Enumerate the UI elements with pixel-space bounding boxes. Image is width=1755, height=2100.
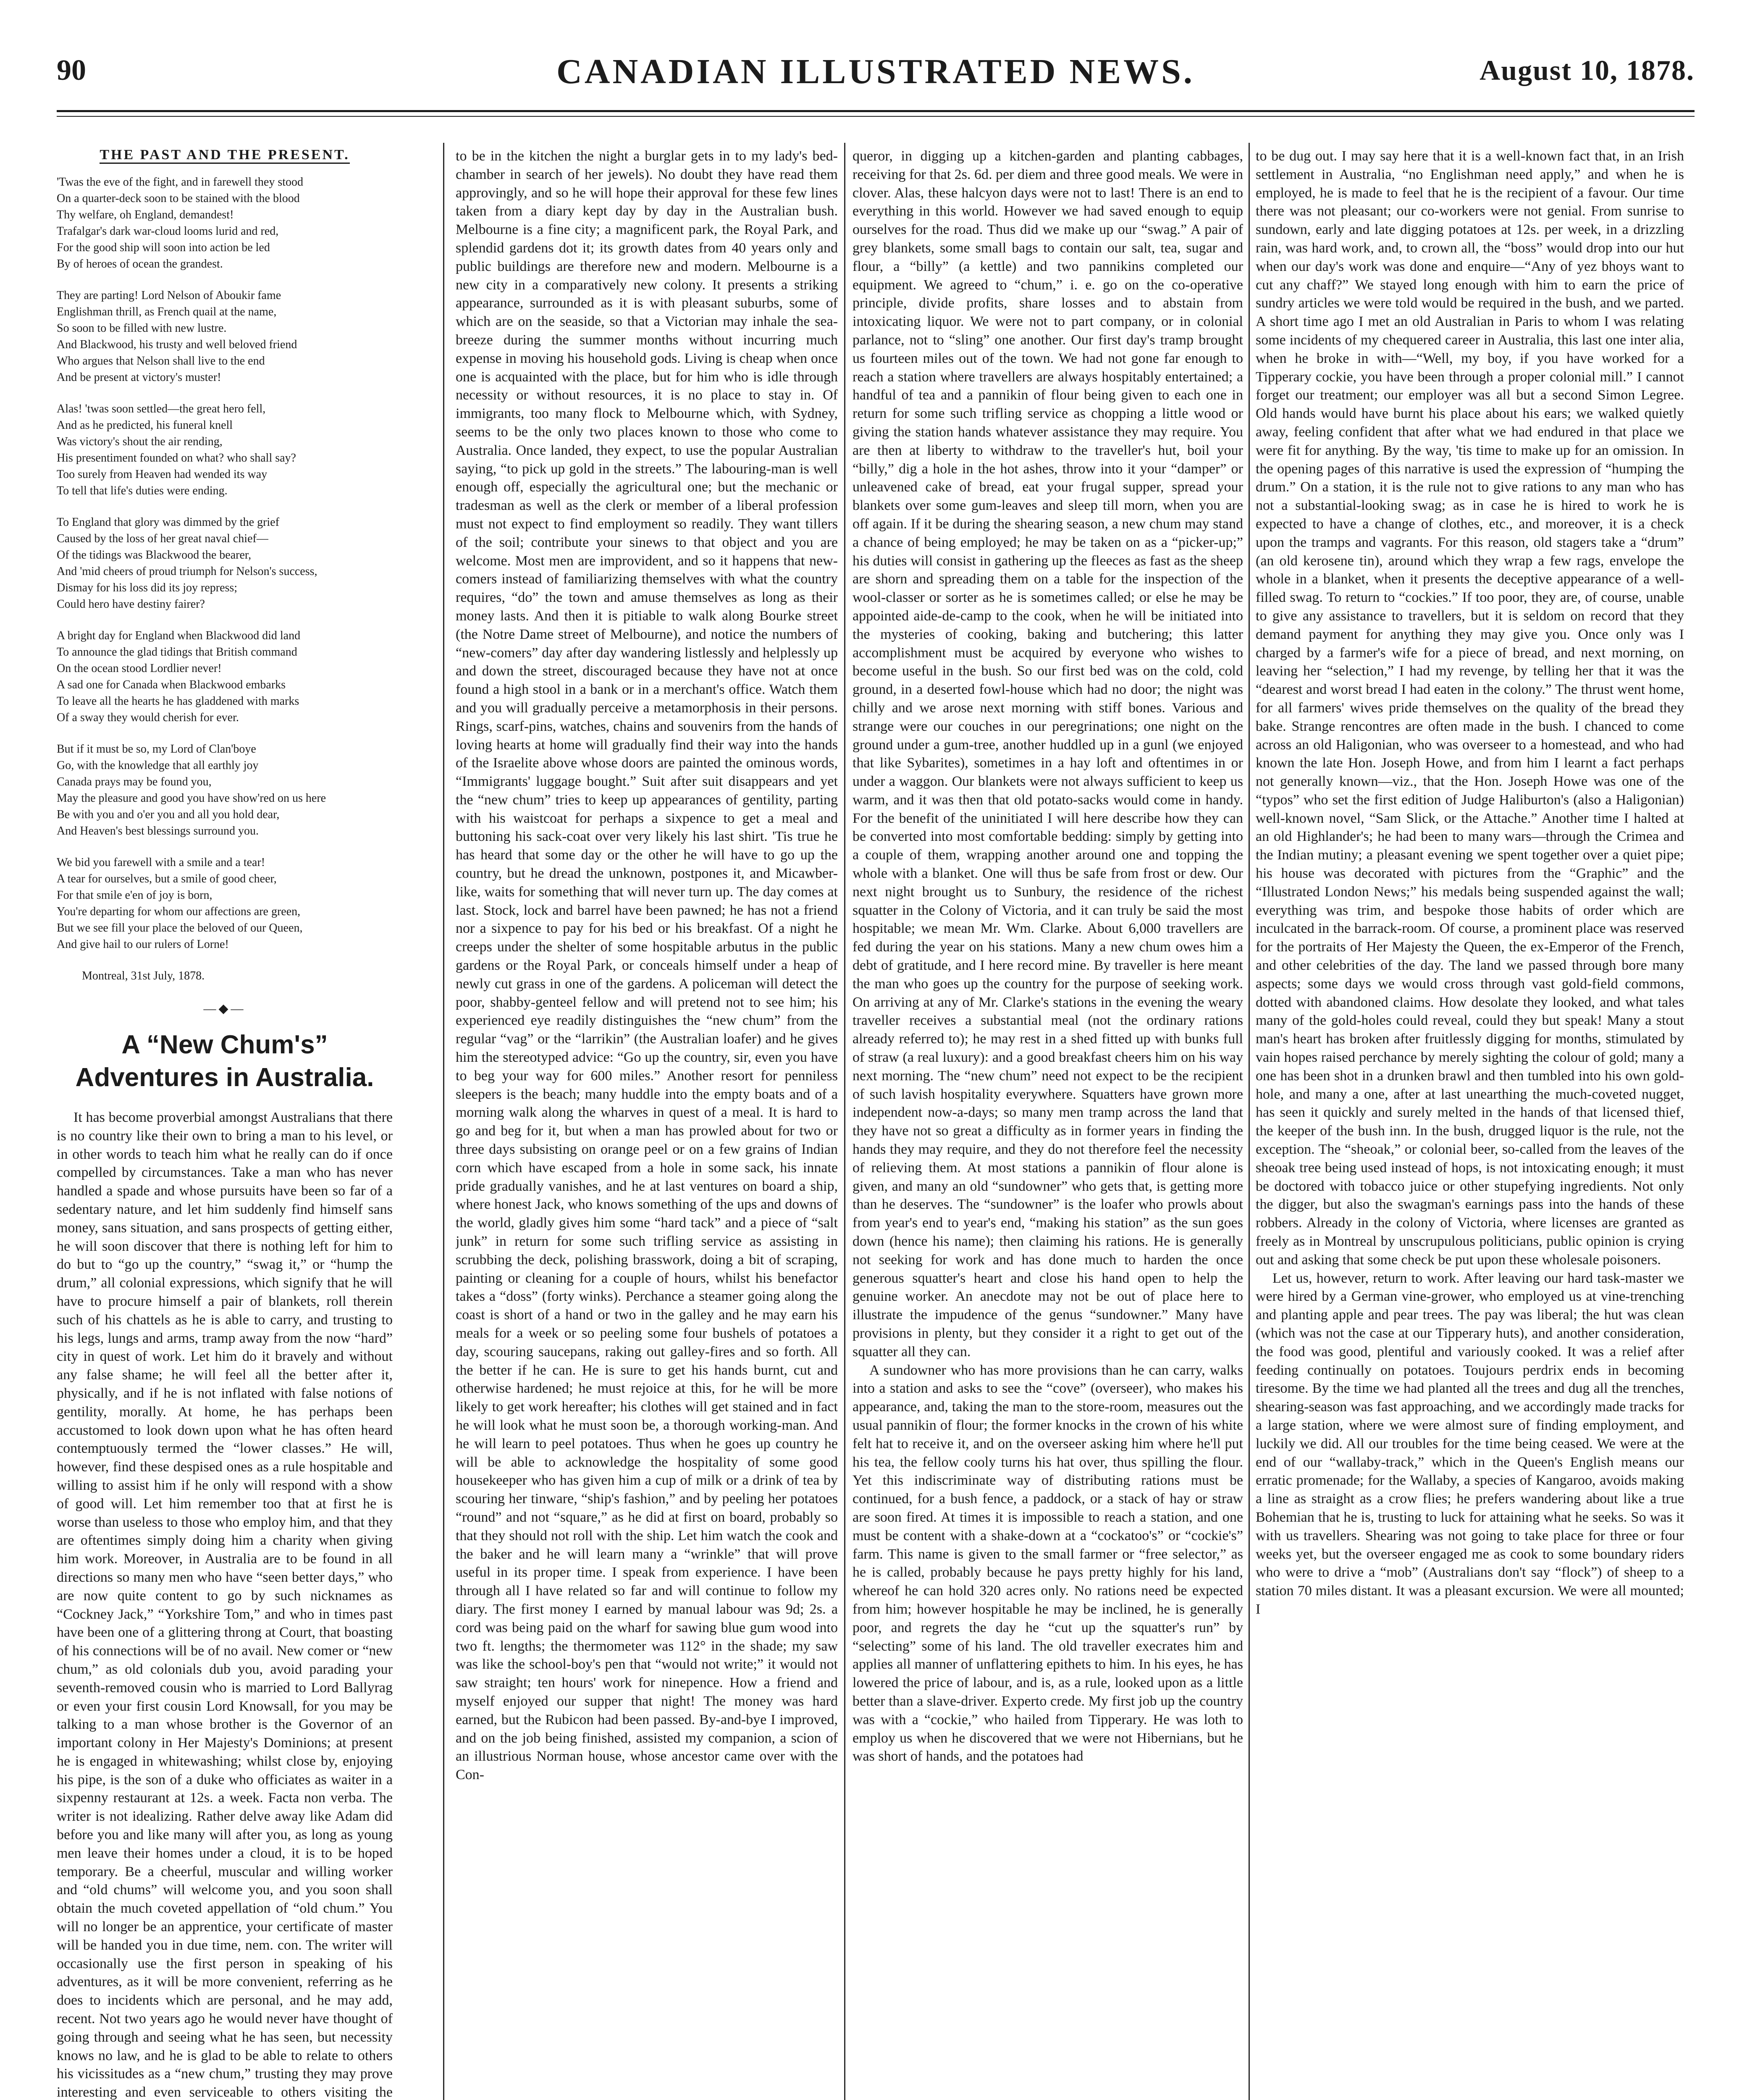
poem-line: On the ocean stood Lordlier never! <box>57 662 222 675</box>
poem-stanza <box>57 514 393 612</box>
poem-line: Caused by the loss of her great naval chief— <box>57 532 268 545</box>
column-4 <box>1256 147 1684 2100</box>
poem-line: May the pleasure and good you have show'red on us here <box>57 792 326 805</box>
header-rule <box>57 110 1695 112</box>
poem-line: They are parting! Lord Nelson of Aboukir fame <box>57 289 281 302</box>
poem-line: But we see fill your place the beloved of our Queen, <box>57 921 303 934</box>
poem-line: So soon to be filled with new lustre. <box>57 322 227 335</box>
poem-stanza <box>57 627 393 726</box>
poem-line: Could hero have destiny fairer? <box>57 598 205 611</box>
column-divider <box>443 143 444 2100</box>
article-text-col3 <box>853 147 1243 1766</box>
poem-line: A tear for ourselves, but a smile of good cheer, <box>57 872 277 885</box>
poem-line: Thy welfare, oh England, demandest! <box>57 208 234 221</box>
article-text-col1 <box>57 1108 393 2100</box>
poem-stanza <box>57 854 393 953</box>
poem-stanza <box>57 287 393 386</box>
poem-line: Go, with the knowledge that all earthly joy <box>57 759 259 772</box>
poem-line: You're departing for whom our affections are green, <box>57 905 301 918</box>
column-divider <box>1249 143 1250 2100</box>
poem-line: Dismay for his loss did its joy repress; <box>57 581 238 594</box>
poem-line: For the good ship will soon into action be led <box>57 241 270 254</box>
poem-line: Was victory's shout the air rending, <box>57 435 223 448</box>
poem-line: And as he predicted, his funeral knell <box>57 419 233 432</box>
poem-line: His presentiment founded on what? who shall say? <box>57 452 296 465</box>
poem-line: Too surely from Heaven had wended its way <box>57 468 268 481</box>
issue-date: August 10, 1878. <box>1480 54 1695 86</box>
poem-line: A bright day for England when Blackwood did land <box>57 629 301 642</box>
poem-line: To England that glory was dimmed by the grief <box>57 516 279 529</box>
poem-line: A sad one for Canada when Blackwood embarks <box>57 678 286 691</box>
poem-line: For that smile e'en of joy is born, <box>57 889 212 902</box>
poem-line: And Heaven's best blessings surround you. <box>57 824 259 837</box>
paragraph: A sundowner who has more provisions than he can carry, walks into a station and asks to see the “cove” (overseer), who makes his appearance, and, taking the man to the store-room, measures out the usual pannikin of flour; the former knocks in the crown of his white felt hat to receive it, and on the overseer asking him where he'll put his tea, the fellow cooly turns his hat over, thus spilling the flour. Yet this indiscriminate way of distributing rations must be continued, for a bush fence, a paddock, or a stack of hay or straw are soon fired. At times it is impossible to reach a station, and one must be content with a shake-down at a “cockatoo's” or “cockie's” farm. This name is given to the small farmer or “free selector,” as he is called, probably because he pays pretty highly for his land, whereof he can hold 320 acres only. No rations need be expected from him; however hospitable he may be inclined, he is generally poor, and regrets the day he “cut up the squatter's run” by “selecting” some of his land. The old traveller execrates him and applies all manner of unflattering epithets to him. In his eyes, he has lowered the price of labour, and is, as a rule, looked upon as a little better than a slave-driver. Experto crede. My first job up the country was with a “cockie,” who hailed from Tipperary. He was loth to employ us when he discovered that we were not Hibernians, but he was short of hands, and the potatoes had <box>853 1362 1243 1764</box>
article-text-col4 <box>1256 147 1684 1619</box>
poem-line: And be present at victory's muster! <box>57 371 221 384</box>
poem-line: Trafalgar's dark war-cloud looms lurid and red, <box>57 225 279 238</box>
poem-line: On a quarter-deck soon to be stained with the blood <box>57 192 300 205</box>
poem-line: To announce the glad tidings that British command <box>57 646 297 659</box>
poem-line: Alas! 'twas soon settled—the great hero fell, <box>57 402 266 415</box>
poem-line: To leave all the hearts he has gladdened with marks <box>57 695 299 708</box>
poem-line: To tell that life's duties were ending. <box>57 484 228 497</box>
poem-line: Be with you and o'er you and all you hold dear, <box>57 808 280 821</box>
paragraph: Let us, however, return to work. After leaving our hard task-master we were hired by a German vine-grower, who employed us at vine-trenching and planting apple and pear trees. The pay was liberal; the hut was clean (which was not the case at our Tipperary huts), and another consideration, the food was good, plentiful and variously cooked. It was a relief after feeding continually on potatoes. Toujours perdrix ends in becoming tiresome. By the time we had planted all the trees and dug all the trenches, shearing-season was fast approaching, and we accordingly made tracks for a large station, where we were almost sure of finding employment, and luckily we did. All our troubles for the time being ceased. We were at the end of our “wallaby-track,” which in the Queen's English means our erratic promenade; for the Wallaby, a species of Kangaroo, avoids making a line as straight as a crow flies; he prefers wandering about like a true Bohemian that he is, trusting to luck for attaining what he seeks. So was it with us travellers. Shearing was not going to take place for three or four weeks yet, but the overseer engaged me as cook to some boundary riders who were to drive a “mob” (Australians don't say “flock”) of sheep to a station 70 miles distant. It was a pleasant excursion. We were all mounted; I <box>1256 1270 1684 1617</box>
header-rule-thin <box>57 116 1695 117</box>
page-header <box>57 51 1695 102</box>
poem-stanza <box>57 174 393 272</box>
article-text-col2 <box>456 147 838 1784</box>
poem-line: And give hail to our rulers of Lorne! <box>57 938 229 951</box>
poem-signature: Montreal, 31st July, 1878. <box>82 969 205 982</box>
column-3 <box>853 147 1243 2100</box>
poem-title: THE PAST AND THE PRESENT. <box>57 147 393 163</box>
page-number: 90 <box>57 54 86 87</box>
poem-line: But if it must be so, my Lord of Clan'boye <box>57 743 256 756</box>
paragraph: It has become proverbial amongst Australians that there is no country like their own to bring a man to his level, or in other words to teach him what he really can do if once compelled by circumstances. Take a man who has never handled a spade and whose pursuits have been so far of a sedentary nature, and let him suddenly find himself sans money, sans situation, and sans prospects of getting either, he will soon discover that there is nothing left for him to do but to “go up the country,” “swag it,” or “hump the drum,” all colonial expressions, which signify that he will have to procure himself a pair of blankets, roll therein such of his chattels as he is able to carry, and trusting to his legs, lungs and arms, tramp away from the now “hard” city in quest of work. Let him do it bravely and without any false shame; he will feel all the better after it, physically, and if he is not inflated with false notions of gentility, morally. At home, he has perhaps been accustomed to look down upon what he has often heard contemptuously termed the “lower classes.” He will, however, find these despised ones as a rule hospitable and willing to assist him if he only will respond with a show of good will. Let him remember too that at first he is worse than useless to those who employ him, and that they are oftentimes simply doing him a charity when giving him work. Moreover, in Australia are to be found in all directions so many men who have “seen better days,” who are now quite content to go by such nicknames as “Cockney Jack,” “Yorkshire Tom,” and who in times past have been one of a glittering throng at Court, that boasting of his connections will be of no avail. New comer or “new chum,” as old colonials dub you, avoid parading your seventh-removed cousin who is married to Lord Ballyrag or even your first cousin Lord Knowsall, for you may be talking to a man whose brother is the Governor of an important colony in Her Majesty's Dominions; at present he is engaged in whitewashing; whilst close by, enjoying his pipe, is the son of a duke who officiates as waiter in a sixpenny restaurant at 12s. a week. Facta non verba. The writer is not idealizing. Rather delve away like Adam did before you and like many will after you, as long as young men leave their homes under a cloud, it is to be hoped temporary. Be a cheerful, muscular and willing worker and “old chums” will welcome you, and you soon shall obtain the much coveted appellation of “old chum.” You will no longer be an apprentice, your certificate of master will be handed you in due time, nem. con. The writer will occasionally use the first person in speaking of his adventures, as it will be more convenient, referring as he does to incidents which are personal, and he may add, recent. Not two years ago he would never have thought of going through and seeing what he has seen, but necessity knows no law, and he is glad to be able to relate to others his vicissitudes as a “new chum,” trusting they may prove interesting and even serviceable to others visiting the <box>57 1110 393 2100</box>
paragraph: to be in the kitchen the night a burglar gets in to my lady's bed-chamber in search of her jewels). No doubt they have read them approvingly, and so he will hope their approval for these few lines taken from a diary kept day by day in the Australian bush. Melbourne is a fine city; a magnificent park, the Royal Park, and splendid gardens dot it; its growth dates from 40 years only and public buildings are therefore new and modern. Melbourne is a new city in a comparatively new colony. It presents a striking appearance, surrounded as it is with pleasant suburbs, some of which are on the seaside, so that a Victorian may inhale the sea-breeze during the summer months without incurring much expense in moving his household gods. Living is cheap when once one is acquainted with the place, but for him who is idle through necessity or without resources, it is no place to stay in. Of immigrants, too many flock to Melbourne which, with Sydney, seems to be the only two places known to those who come to Australia. Once landed, they expect, to use the popular Australian saying, “to pick up gold in the streets.” The labouring-man is well enough off, especially the agricultural one; but the mechanic or tradesman as well as the clerk or member of a liberal profession must not expect to find employment so readily. They want tillers of the soil; contribute your sinews to that object and you are welcome. Most men are improvident, and so it happens that new-comers instead of familiarizing themselves with what the country requires, “do” the town and amuse themselves as long as their money lasts. And then it is pitiable to walk along Bourke street (the Notre Dame street of Melbourne), and notice the numbers of “new-comers” day after day wandering listlessly and helplessly up and down the street, discouraged because they have not at once found a high stool in a bank or in a merchant's office. Watch them and you will gradually perceive a metamorphosis in their persons. Rings, scarf-pins, watches, chains and souvenirs from the hands of loving hearts at home will gradually find their way into the hands of the Israelite above whose doors are painted the ominous words, “Immigrants' luggage bought.” Suit after suit disappears and yet the “new chum” tries to keep up appearances of gentility, parting with his waistcoat for perhaps a sixpence to get a meal and buttoning his sack-coat over very likely his last shirt. 'Tis true he has heard that some day or the other he will have to go up the country, but he dread the unknown, postpones it, and Micawber-like, waits for something that will never turn up. The day comes at last. Stock, lock and barrel have been pawned; he has not a friend nor a sixpence to pay for his bed or his breakfast. Of a night he creeps under the shelter of some hospitable arbutus in the public gardens or the Royal Park, or conceals himself under a heap of newly cut grass in one of the gardens. A policeman will detect the poor, shabby-genteel fellow and will pretend not to see him; his experienced eye readily distinguishes the “new chum” from the regular “vag” or the “larrikin” (the Australian loafer) and he gives him the stereotyped advice: “Go up the country, sir, even you have to beg your way for 600 miles.” Another resort for penniless sleepers is the beach; many huddle into the empty boats and of a morning walk along the wharves in quest of a meal. It is hard to go and beg for it, but when a man has prowled about for two or three days subsisting on orange peel or on a few grains of Indian corn which have escaped from a hole in some sack, his innate pride gradually vanishes, and he at last ventures on board a ship, where honest Jack, who knows something of the ups and downs of the world, gladly gives him some “hard tack” and a piece of “salt junk” in return for some such trifling service as assisting in scrubbing the deck, polishing brasswork, doing a bit of scraping, painting or cleaning for a couple of hours, whilst his benefactor takes a “doss” (forty winks). Perchance a steamer going along the coast is short of a hand or two in the galley and he may earn his meals for a week or so peeling some four bushels of potatoes a day, scouring saucepans, raking out galley-fires and so forth. All the better if he can. He is sure to get his hands burnt, cut and otherwise hardened; he must rejoice at this, for he will be more likely to get work hereafter; his clothes will get stained and in fact he will look what he must soon be, a thorough working-man. And he will learn to peel potatoes. Thus when he goes up country he will be able to acknowledge the hospitality of some good housekeeper who has given him a cup of milk or a drink of tea by scouring her tinware, “ship's fashion,” and by peeling her potatoes “round” and not “square,” as he did at first on board, probably so that they should not roll with the ship. Let him watch the cook and the baker and he will learn many a “wrinkle” that will prove useful in its proper time. I speak from experience. I have been through all I have related so far and will continue to follow my diary. The first money I earned by manual labour was 9d; 2s. a cord was being paid on the wharf for sawing blue gum wood into two ft. lengths; the thermometer was 112° in the shade; my saw was like the school-boy's pen that “would not write;” it would not saw straight; ten hours' work for ninepence. How a friend and myself enjoyed our supper that night! The money was hard earned, but the Rubicon had been passed. By-and-bye I improved, and on the job being finished, assisted my companion, a scion of an illustrious Norman house, whose ancestor came over with the Con- <box>456 148 838 1783</box>
column-1 <box>57 147 393 2100</box>
poem-line: 'Twas the eve of the fight, and in farewell they stood <box>57 176 304 189</box>
poem-line: Englishman thrill, as French quail at the name, <box>57 305 277 318</box>
paragraph: queror, in digging up a kitchen-garden and planting cabbages, receiving for that 2s. 6d. per diem and three good meals. We were in clover. Alas, these halcyon days were not to last! There is an end to everything in this world. However we had saved enough to equip ourselves for the road. Thus did we make up our “swag.” A pair of grey blankets, some small bags to contain our salt, tea, sugar and flour, a “billy” (a kettle) and two pannikins completed our equipment. We agreed to “chum,” i. e. go on the co-operative principle, divide profits, share losses and to abstain from intoxicating liquor. We were not to part company, or in colonial parlance, not to “sling” one another. Our first day's tramp brought us fourteen miles out of the town. We had not gone far enough to reach a station where travellers are always hospitably entertained; a handful of tea and a pannikin of flour being given to each one in return for some such trifling service as chopping a little wood or giving the station hands whatever assistance they may require. You are then at liberty to withdraw to the traveller's hut, boil your “billy,” dig a hole in the hot ashes, throw into it your “damper” or unleavened cake of bread, eat your frugal supper, spread your blankets over some gum-leaves and sleep till morn, when you are off again. If it be during the shearing season, a new chum may stand a chance of being employed; he may be taken on as a “picker-up;” his duties will consist in gathering up the fleeces as fast as the sheep are shorn and spreading them on a table for the inspection of the wool-classer or sorter as he is sometimes called; or else he may be appointed aide-de-camp to the cook, when he will be initiated into the mysteries of cooking, baking and butchering; this latter accomplishment must be acquired by everyone who wishes to become useful in the bush. So our first bed was on the cold, cold ground, in a deserted fowl-house which had no door; the night was chilly and we arose next morning with stiff bones. Various and strange were our couches in our peregrinations; one night on the ground under a gum-tree, another huddled up in a gunl (we enjoyed that like Sybarites), sometimes in a hay loft and oftentimes in or under a waggon. Our blankets were not always sufficient to keep us warm, and it was then that old potato-sacks would come in handy. For the benefit of the uninitiated I will here describe how they can be converted into most comfortable bedding: simply by getting into a couple of them, wrapping another around one and topping the whole with a blanket. One will thus be safe from frost or dew. Our next night brought us to Sunbury, the residence of the richest squatter in the Colony of Victoria, and it can truly be said the most hospitable; we mean Mr. Wm. Clarke. About 6,000 travellers are fed during the year on his stations. Many a new chum owes him a debt of gratitude, and I here record mine. By traveller is here meant the man who goes up the country for the purpose of seeking work. On arriving at any of Mr. Clarke's stations in the evening the weary traveller receives a substantial meal (not the ordinary rations already referred to); he may rest in a shed fitted up with bunks full of straw (a real luxury): and a good breakfast cheers him on his way next morning. The “new chum” need not expect to be the recipient of such lavish hospitality everywhere. Squatters have grown more independent now-a-days; so many men tramp across the land that they have not so great a difficulty as in former years in finding the hands they may require, and they do not therefore feel the necessity of relieving them. At most stations a pannikin of flour alone is given, and many an old “sundowner” who gets that, is getting more than he deserves. The “sundowner” is the loafer who prowls about from year's end to year's end, “making his station” as the sun goes down (hence his name); then claiming his rations. He is generally not seeking for work and has done much to harden the once generous squatter's heart and close his hand open to help the genuine worker. An anecdote may not be out of place here to illustrate the impudence of the genus “sundowner.” Many have provisions in plenty, but they consider it a right to get out of the squatter all they can. <box>853 148 1243 1360</box>
poem-line: Of a sway they would cherish for ever. <box>57 711 239 724</box>
article-title: A “New Chum's” Adventures in Australia. <box>75 1030 374 1092</box>
poem-body <box>57 174 393 953</box>
paragraph: to be dug out. I may say here that it is a well-known fact that, in an Irish settlement in Australia, “no Englishman need apply,” and when he is employed, he is made to feel that he is the recipient of a favour. Our time there was not pleasant; our co-workers were not genial. From sunrise to sundown, early and late digging potatoes at 12s. per week, in a drizzling rain, was hard work, and, to crown all, the “boss” would drop into our hut when our day's work was done and enquire—“Any of yez bhoys want to cut any chaff?” We stayed long enough with him to earn the price of sundry articles we were told would be required in the bush, and we parted. A short time ago I met an old Australian in Paris to whom I was relating some incidents of my chequered career in Australia, this last one inter alia, when he broke in with—“Well, my boy, if you have worked for a Tipperary cockie, you have been through a proper colonial mill.” I cannot forget our treatment; our employer was all but a second Simon Legree. Old hands would have burnt his place about his ears; we walked quietly away, feeling confident that after what we had endured in that place we were fit for anything. By the way, 'tis time to make up for an omission. In the opening pages of this narrative is used the expression of “humping the drum.” On a station, it is the rule not to give rations to any man who has not a substantial-looking swag; as in case he is hired to work he is expected to have a change of clothes, etc., and moreover, it is a check upon the tramps and vagrants. For this reason, old stagers take a “drum” (an old kerosene tin), around which they wrap a few rags, envelope the whole in a blanket, when it presents the deceptive appearance of a well-filled swag. To return to “cockies.” If too poor, they are, of course, unable to give any assistance to travellers, but it is seldom on record that they demand payment for anything they may give you. Once only was I charged by a farmer's wife for a piece of bread, and next morning, on leaving her “selection,” I had my revenge, by telling her that it was the “dearest and worst bread I had eaten in the colony.” The thrust went home, for all farmers' wives pride themselves on the quality of the bread they bake. Strange rencontres are often made in the bush. I chanced to come across an old Haligonian, who was overseer to a homestead, and who had known the late Hon. Joseph Howe, and from him I learnt a fact perhaps not generally known—viz., that the Hon. Joseph Howe was one of the “typos” who set the first edition of Judge Haliburton's (also a Haligonian) well-known novel, “Sam Slick, or the Attache.” Another time I halted at an old Highlander's; he had been to many wars—through the Crimea and the Indian mutiny; a pleasant evening we spent together over a quiet pipe; his house was decorated with pictures from the “Graphic” and the “Illustrated London News;” his medals being suspended against the wall; everything was trim, and bespoke those habits of order which are inculcated in the barrack-room. Of course, a prominent place was reserved for the portraits of Her Majesty the Queen, the ex-Emperor of the French, and other celebrities of the day. The land we passed through bore many aspects; some days we would cross through vast gold-field commons, dotted with abandoned claims. How desolate they looked, and what tales many of the gold-holes could reveal, could they but speak! Many a stout man's heart has broken after fruitlessly digging for months, stimulated by vain hopes raised perchance by merely sighting the colour of gold; many a one has been shot in a drunken brawl and then tumbled into his own gold-hole, and many a one, after at last unearthing the much-coveted nugget, has seen it quickly and surely melted in the hands of that licensed thief, the keeper of the bush inn. In the bush, drugged liquor is the rule, not the exception. The “sheoak,” or colonial beer, so-called from the leaves of the sheoak tree being used instead of hops, is not intoxicating enough; it must be doctored with tobacco juice or other stupefying ingredients. Not only the digger, but also the swagman's earnings pass into the hands of these robbers. Already in the colony of Victoria, where licenses are granted as freely as in Montreal by unscrupulous politicians, public opinion is crying out and asking that some check be put upon these wholesale poisoners. <box>1256 148 1684 1268</box>
section-ornament: —◆— <box>203 1002 246 1016</box>
poem-line: And 'mid cheers of proud triumph for Nelson's success, <box>57 565 317 578</box>
column-divider <box>844 143 845 2100</box>
masthead: CANADIAN ILLUSTRATED NEWS. <box>556 52 1195 91</box>
poem-line: By of heroes of ocean the grandest. <box>57 257 223 270</box>
column-2 <box>456 147 838 2100</box>
poem-line: Canada prays may be found you, <box>57 775 212 788</box>
poem-stanza <box>57 401 393 499</box>
poem-line: And Blackwood, his trusty and well beloved friend <box>57 338 297 351</box>
poem-line: We bid you farewell with a smile and a tear! <box>57 856 265 869</box>
poem-line: Who argues that Nelson shall live to the end <box>57 354 265 368</box>
poem-stanza <box>57 741 393 839</box>
poem-line: Of the tidings was Blackwood the bearer, <box>57 549 252 562</box>
